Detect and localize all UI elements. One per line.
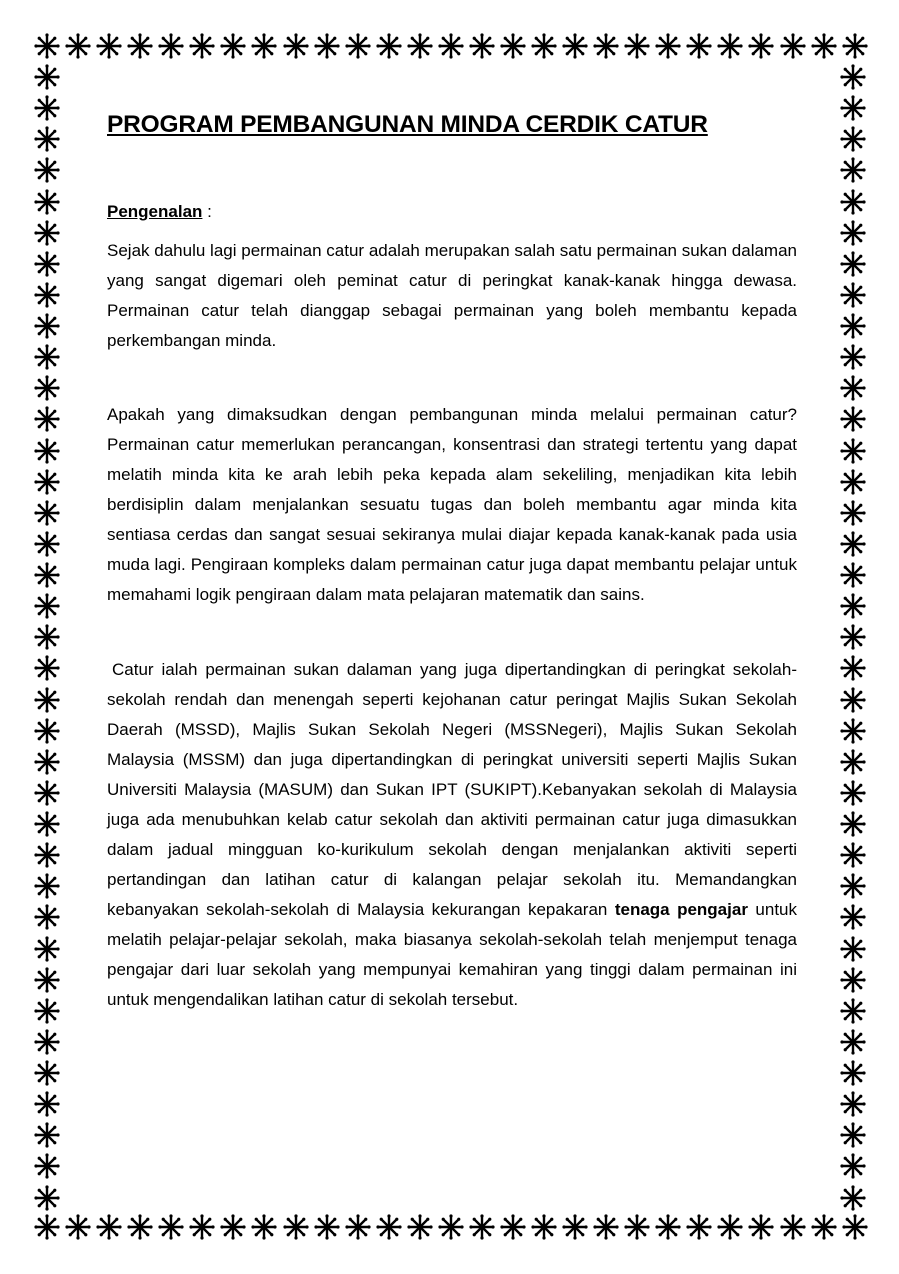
asterisk-star-icon [840,687,866,713]
asterisk-star-icon [34,1153,60,1179]
asterisk-star-icon [593,33,619,59]
asterisk-star-icon [34,624,60,650]
asterisk-star-icon [840,126,866,152]
asterisk-star-icon [34,33,60,59]
asterisk-star-icon [840,438,866,464]
asterisk-star-icon [345,1214,371,1240]
asterisk-star-icon [34,1060,60,1086]
asterisk-star-icon [840,873,866,899]
asterisk-star-icon [562,33,588,59]
asterisk-star-icon [34,126,60,152]
paragraph-2: Apakah yang dimaksudkan dengan pembangunan minda melalui permainan catur? Permainan catur memerlukan perancangan, konsentrasi dan strategi tertentu yang dapat melatih minda kita ke arah lebih peka kepada alam sekeliling, menjadikan kita lebih berdisiplin dalam menjalankan sesuatu tugas dan boleh membantu agar minda kita sentiasa cerdas dan sangat sesuai sekiranya mulai diajar kepada kanak-kanak pada usia muda lagi. Pengiraan kompleks dalam permainan catur juga dapat membantu pelajar untuk memahami logik pengiraan dalam mata pelajaran matematik dan sains. [107,405,797,604]
document-title: PROGRAM PEMBANGUNAN MINDA CERDIK CATUR [107,111,708,138]
asterisk-star-icon [34,873,60,899]
asterisk-star-icon [220,33,246,59]
asterisk-star-icon [314,33,340,59]
asterisk-star-icon [840,1029,866,1055]
asterisk-star-icon [840,718,866,744]
asterisk-star-icon [840,375,866,401]
asterisk-star-icon [840,749,866,775]
asterisk-star-icon [840,157,866,183]
asterisk-star-icon [34,313,60,339]
border-top [34,33,868,61]
asterisk-star-icon [158,1214,184,1240]
section-label: Pengenalan [107,202,203,221]
asterisk-star-icon [34,749,60,775]
asterisk-star-icon [34,64,60,90]
asterisk-star-icon [189,1214,215,1240]
asterisk-star-icon [840,282,866,308]
asterisk-star-icon [840,500,866,526]
section-heading [107,201,797,223]
asterisk-star-icon [593,1214,619,1240]
asterisk-star-icon [840,406,866,432]
asterisk-star-icon [811,1214,837,1240]
asterisk-star-icon [842,33,868,59]
section-colon: : [207,202,212,221]
paragraph-1: Sejak dahulu lagi permainan catur adalah merupakan salah satu permainan sukan dalaman yang sangat digemari oleh peminat catur di peringkat kanak-kanak hingga dewasa. Permainan catur telah dianggap sebagai permainan yang boleh membantu kepada perkembangan minda. [107,241,797,350]
asterisk-star-icon [34,406,60,432]
asterisk-star-icon [96,33,122,59]
asterisk-star-icon [34,593,60,619]
asterisk-star-icon [469,33,495,59]
asterisk-star-icon [251,1214,277,1240]
asterisk-star-icon [34,562,60,588]
asterisk-star-icon [34,1214,60,1240]
asterisk-star-icon [655,1214,681,1240]
paragraph-3-bold-phrase: tenaga pengajar [614,900,748,919]
asterisk-star-icon [840,967,866,993]
document-body [107,108,797,1015]
asterisk-star-icon [407,33,433,59]
asterisk-star-icon [840,64,866,90]
asterisk-star-icon [842,1214,868,1240]
asterisk-star-icon [34,469,60,495]
asterisk-star-icon [283,1214,309,1240]
asterisk-star-icon [840,313,866,339]
asterisk-star-icon [655,33,681,59]
asterisk-star-icon [34,1185,60,1211]
asterisk-star-icon [840,220,866,246]
asterisk-star-icon [283,33,309,59]
asterisk-star-icon [34,189,60,215]
asterisk-star-icon [748,33,774,59]
asterisk-star-icon [717,1214,743,1240]
asterisk-star-icon [840,811,866,837]
asterisk-star-icon [840,344,866,370]
asterisk-star-icon [531,1214,557,1240]
asterisk-star-icon [34,811,60,837]
asterisk-star-icon [840,95,866,121]
asterisk-star-icon [840,251,866,277]
asterisk-star-icon [840,904,866,930]
asterisk-star-icon [34,718,60,744]
asterisk-star-icon [780,1214,806,1240]
asterisk-star-icon [840,1060,866,1086]
asterisk-star-icon [314,1214,340,1240]
asterisk-star-icon [251,33,277,59]
asterisk-star-icon [34,1029,60,1055]
asterisk-star-icon [345,33,371,59]
asterisk-star-icon [34,1091,60,1117]
asterisk-star-icon [220,1214,246,1240]
paragraph-3-text-after: untuk melatih pelajar-pelajar sekolah, maka biasanya sekolah-sekolah telah menjemput tenaga pengajar dari luar sekolah yang mempunyai kemahiran yang tinggi dalam permainan ini untuk mengendalikan latihan catur di sekolah tersebut. [107,900,797,1009]
asterisk-star-icon [376,33,402,59]
paragraph-3-text-before: Catur ialah permainan sukan dalaman yang juga dipertandingkan di peringkat sekolah-sekolah rendah dan menengah seperti kejohanan catur peringat Majlis Sukan Sekolah Daerah (MSSD), Majlis Sukan Sekolah Negeri (MSSNegeri), Majlis Sukan Sekolah Malaysia (MSSM) dan juga dipertandingkan di peringkat universiti seperti Majlis Sukan Universiti Malaysia (MASUM) dan Sukan IPT (SUKIPT).Kebanyakan sekolah di Malaysia juga ada menubuhkan kelab catur sekolah dan aktiviti permainan catur juga dimasukkan dalam jadual mingguan ko-kurikulum sekolah dengan menjalankan aktiviti seperti pertandingan dan latihan catur di kalangan pelajar sekolah itu. Memandangkan kebanyakan sekolah-sekolah di Malaysia kekurangan kepakaran [107,660,797,919]
asterisk-star-icon [438,33,464,59]
asterisk-star-icon [840,1091,866,1117]
asterisk-star-icon [34,251,60,277]
asterisk-star-icon [34,438,60,464]
asterisk-star-icon [127,33,153,59]
asterisk-star-icon [34,936,60,962]
asterisk-star-icon [840,842,866,868]
asterisk-star-icon [780,33,806,59]
asterisk-star-icon [840,655,866,681]
asterisk-star-icon [840,189,866,215]
asterisk-star-icon [500,33,526,59]
asterisk-star-icon [469,1214,495,1240]
asterisk-star-icon [562,1214,588,1240]
asterisk-star-icon [840,469,866,495]
asterisk-star-icon [127,1214,153,1240]
asterisk-star-icon [686,33,712,59]
asterisk-star-icon [189,33,215,59]
asterisk-star-icon [34,967,60,993]
asterisk-star-icon [407,1214,433,1240]
asterisk-star-icon [438,1214,464,1240]
asterisk-star-icon [34,500,60,526]
asterisk-star-icon [840,562,866,588]
border-right [840,64,868,1211]
asterisk-star-icon [34,842,60,868]
paragraph-3 [107,655,797,1015]
asterisk-star-icon [840,936,866,962]
asterisk-star-icon [376,1214,402,1240]
asterisk-star-icon [840,593,866,619]
asterisk-star-icon [748,1214,774,1240]
asterisk-star-icon [840,998,866,1024]
asterisk-star-icon [34,904,60,930]
asterisk-star-icon [34,531,60,557]
asterisk-star-icon [34,95,60,121]
asterisk-star-icon [840,1122,866,1148]
asterisk-star-icon [34,282,60,308]
asterisk-star-icon [65,33,91,59]
asterisk-star-icon [686,1214,712,1240]
asterisk-star-icon [811,33,837,59]
asterisk-star-icon [840,1185,866,1211]
asterisk-star-icon [840,624,866,650]
asterisk-star-icon [34,220,60,246]
asterisk-star-icon [34,998,60,1024]
asterisk-star-icon [96,1214,122,1240]
asterisk-star-icon [34,344,60,370]
asterisk-star-icon [500,1214,526,1240]
asterisk-star-icon [34,687,60,713]
asterisk-star-icon [34,375,60,401]
asterisk-star-icon [840,1153,866,1179]
border-bottom [34,1214,868,1242]
asterisk-star-icon [531,33,557,59]
asterisk-star-icon [840,531,866,557]
asterisk-star-icon [840,780,866,806]
border-left [34,64,62,1211]
asterisk-star-icon [34,655,60,681]
asterisk-star-icon [34,1122,60,1148]
asterisk-star-icon [624,1214,650,1240]
asterisk-star-icon [65,1214,91,1240]
asterisk-star-icon [34,157,60,183]
asterisk-star-icon [34,780,60,806]
asterisk-star-icon [158,33,184,59]
asterisk-star-icon [624,33,650,59]
asterisk-star-icon [717,33,743,59]
